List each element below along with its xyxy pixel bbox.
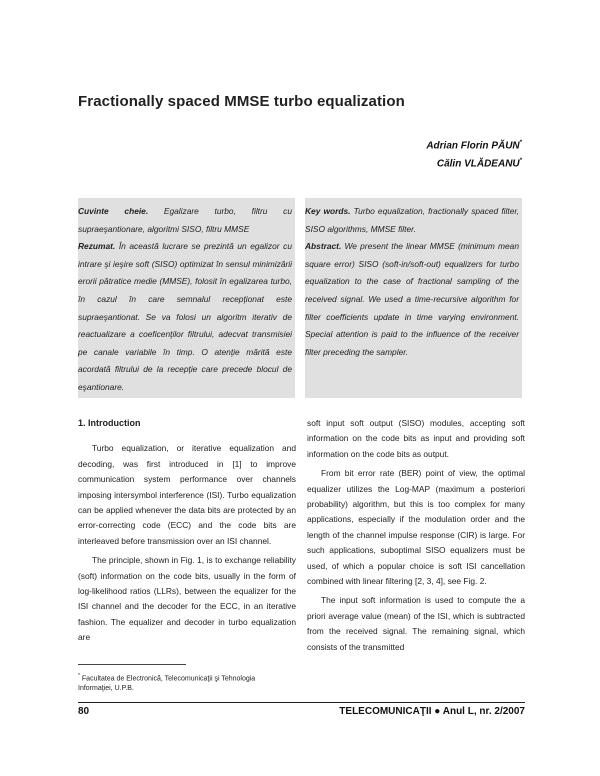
author-1-mark: * [519, 140, 522, 146]
paragraph: The principle, shown in Fig. 1, is to exchange reliability (soft) information on the code bits, usually in the form of log-likelihood ratios (LLRs), between the equalizer for the ISI channel and the decoder for the ECC, in an iterative fashion. The equalizer and decoder in turbo equalization are [78, 555, 296, 643]
keywords-ro-text: Egalizare turbo, filtru cu supraeşantionare, algoritmi SISO, filtru MMSE [78, 206, 293, 234]
author-2-name: Călin VLĂDEANU [436, 158, 520, 170]
page-number: 80 [78, 706, 90, 717]
footnote [78, 671, 268, 694]
summary-ro-label: Rezumat. [78, 241, 116, 252]
summary-en-label: Abstract. [305, 241, 342, 252]
summary-en-text: We present the linear MMSE (minimum mean square error) SISO (soft-in/soft-out) equalizers for turbo equalization to the case of fractional sampling of the received signal. We used a time-recursive algorithm for filter coefficients update in time varying environment. Special attention is paid to the influence of the receiver filter preceding the sampler. [305, 241, 519, 357]
abstract-en-box [305, 198, 522, 398]
footnote-text: Facultatea de Electronică, Telecomunicaţii şi Tehnologia Informaţiei, U.P.B. [78, 675, 256, 693]
author-2 [437, 158, 522, 169]
paragraph: soft input soft output (SISO) modules, accepting soft information on the code bits as input and providing soft information on the code bits as output. [307, 418, 525, 459]
author-1-name: Adrian Florin PĂUN [426, 140, 520, 152]
footnote-divider [78, 664, 186, 665]
body-column-left [78, 416, 296, 650]
footnote-mark: * [78, 673, 80, 679]
section-heading: 1. Introduction [78, 418, 141, 428]
abstract-ro-box [78, 198, 295, 398]
body-column-right [307, 416, 525, 659]
summary-ro [78, 238, 295, 396]
author-2-mark: * [519, 158, 522, 164]
paragraph: The input soft information is used to compute the a priori average value (mean) of the ISI, which is subtracted from the received signal. The remaining signal, which consists of the transmitted [307, 595, 525, 652]
paper-title: Fractionally spaced MMSE turbo equalization [78, 93, 405, 110]
keywords-en-label: Key words. [305, 206, 351, 216]
paragraph: Turbo equalization, or iterative equalization and decoding, was first introduced in [1] to improve communication system performance over channels imposing intersymbol interference (ISI). Turbo equalization can be applied whenever the data bits are protected by an error-correcting code (ECC) and the code bits are interleaved before transmission over an ISI channel. [78, 443, 296, 546]
footer-rule [78, 702, 525, 703]
keywords-ro [78, 203, 295, 238]
keywords-en-text: Turbo equalization, fractionally spaced filter, SISO algorithms, MMSE filter. [305, 206, 520, 234]
summary-en [305, 238, 522, 361]
keywords-en [305, 203, 522, 238]
paragraph: From bit error rate (BER) point of view, the optimal equalizer utilizes the Log-MAP (maximum a posteriori probability) algorithm, but this is too complex for many applications, especially if the modulation order and the length of the channel impulse response (CIR) is large. For such applications, suboptimal SISO equalizers must be used, of which a popular choice is soft ISI cancellation combined with linear filtering [2, 3, 4], see Fig. 2. [307, 468, 525, 587]
summary-ro-text: În această lucrare se prezintă un egalizor cu intrare şi ieşire soft (SISO) optimizat în sensul minimizării erorii pătratice medie (MMSE), folosit în egalizarea turbo, în cazul în care semnalul recepţionat este supraeşantionat. Se va folosi un algoritm iterativ de reactualizare a coeficenţilor filtrului, adecvat transmisiei pe canale variabile în timp. O atenţie mărită este acordată filtrului de la recepţie care precede blocul de eşantionare. [78, 241, 292, 392]
author-1 [426, 140, 522, 151]
keywords-ro-label: Cuvinte cheie. [78, 206, 149, 216]
journal-info: TELECOMUNICAŢII ● Anul L, nr. 2/2007 [339, 706, 525, 717]
